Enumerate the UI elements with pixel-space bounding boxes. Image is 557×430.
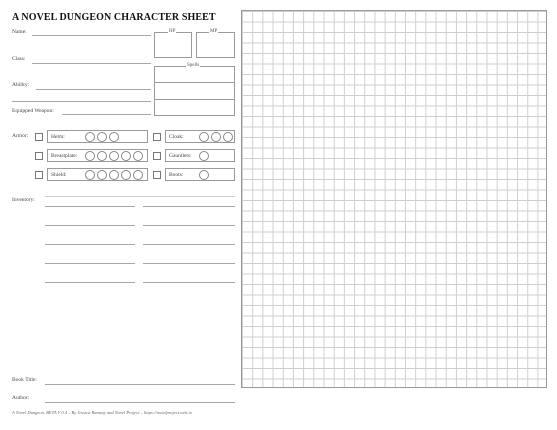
durability-circle[interactable] <box>121 151 131 161</box>
armor-checkbox[interactable] <box>35 152 43 160</box>
book-title-label: Book Title: <box>12 377 37 383</box>
armor-slot-label: Boots: <box>169 172 184 178</box>
armor-label: Armor: <box>12 133 29 139</box>
durability-circle[interactable] <box>199 132 209 142</box>
durability-circle[interactable] <box>121 170 131 180</box>
hp-label: HP <box>169 29 176 34</box>
book-title-field[interactable] <box>45 384 235 385</box>
ability-field[interactable] <box>36 89 151 90</box>
durability-circle[interactable] <box>223 132 233 142</box>
durability-circle[interactable] <box>211 132 221 142</box>
spells-line-2 <box>154 99 235 100</box>
armor-slot-label: Breastplate: <box>51 153 78 159</box>
weapon-label: Equipped Weapon: <box>12 108 54 114</box>
inventory-line[interactable] <box>143 225 235 226</box>
armor-slot-label: Cloak: <box>169 134 184 140</box>
hp-box[interactable] <box>154 32 192 58</box>
spells-line-1 <box>154 82 235 83</box>
mp-label: MP <box>210 29 218 34</box>
mp-box[interactable] <box>196 32 235 58</box>
armor-slot-label: Gauntlets: <box>169 153 192 159</box>
footer-credit: A Novel Dungeon. BETA V 0.4 – By Jessica Ramsay and Novel Project – https://novelproject.web.io <box>12 410 193 415</box>
inventory-line[interactable] <box>143 263 235 264</box>
map-grid[interactable] <box>241 10 547 388</box>
durability-circle[interactable] <box>133 151 143 161</box>
durability-circle[interactable] <box>109 170 119 180</box>
sheet-title: A NOVEL DUNGEON CHARACTER SHEET <box>12 12 216 23</box>
ability-label: Ability: <box>12 82 30 88</box>
armor-slot-label: Helm: <box>51 134 65 140</box>
armor-checkbox[interactable] <box>153 171 161 179</box>
armor-slot-helm <box>47 130 148 143</box>
ability-extra-line[interactable] <box>12 101 151 102</box>
armor-checkbox[interactable] <box>35 171 43 179</box>
inventory-line[interactable] <box>45 244 135 245</box>
durability-circle[interactable] <box>85 132 95 142</box>
class-field[interactable] <box>32 63 151 64</box>
inventory-line[interactable] <box>45 225 135 226</box>
author-field[interactable] <box>45 402 235 403</box>
inventory-top-rule <box>45 196 235 197</box>
inventory-line[interactable] <box>45 282 135 283</box>
durability-circle[interactable] <box>97 151 107 161</box>
armor-slot-breastplate <box>47 149 148 162</box>
inventory-label: Inventory: <box>12 197 35 203</box>
inventory-line[interactable] <box>45 263 135 264</box>
durability-circle[interactable] <box>85 170 95 180</box>
durability-circle[interactable] <box>109 132 119 142</box>
durability-circle[interactable] <box>133 170 143 180</box>
name-field[interactable] <box>32 35 151 36</box>
durability-circle[interactable] <box>199 151 209 161</box>
inventory-line[interactable] <box>143 206 235 207</box>
durability-circle[interactable] <box>97 132 107 142</box>
name-label: Name: <box>12 29 27 35</box>
durability-circle[interactable] <box>97 170 107 180</box>
armor-checkbox[interactable] <box>153 133 161 141</box>
inventory-line[interactable] <box>143 244 235 245</box>
durability-circle[interactable] <box>109 151 119 161</box>
weapon-field[interactable] <box>62 114 151 115</box>
armor-slot-shield <box>47 168 148 181</box>
inventory-line[interactable] <box>45 206 135 207</box>
class-label: Class: <box>12 56 26 62</box>
armor-slot-boots <box>165 168 235 181</box>
armor-slot-label: Shield: <box>51 172 67 178</box>
armor-checkbox[interactable] <box>153 152 161 160</box>
author-label: Author: <box>12 395 30 401</box>
armor-slot-gauntlets <box>165 149 235 162</box>
armor-checkbox[interactable] <box>35 133 43 141</box>
spells-box[interactable] <box>154 66 235 116</box>
durability-circle[interactable] <box>85 151 95 161</box>
inventory-line[interactable] <box>143 282 235 283</box>
durability-circle[interactable] <box>199 170 209 180</box>
armor-slot-cloak <box>165 130 235 143</box>
spells-label: Spells <box>187 63 200 68</box>
